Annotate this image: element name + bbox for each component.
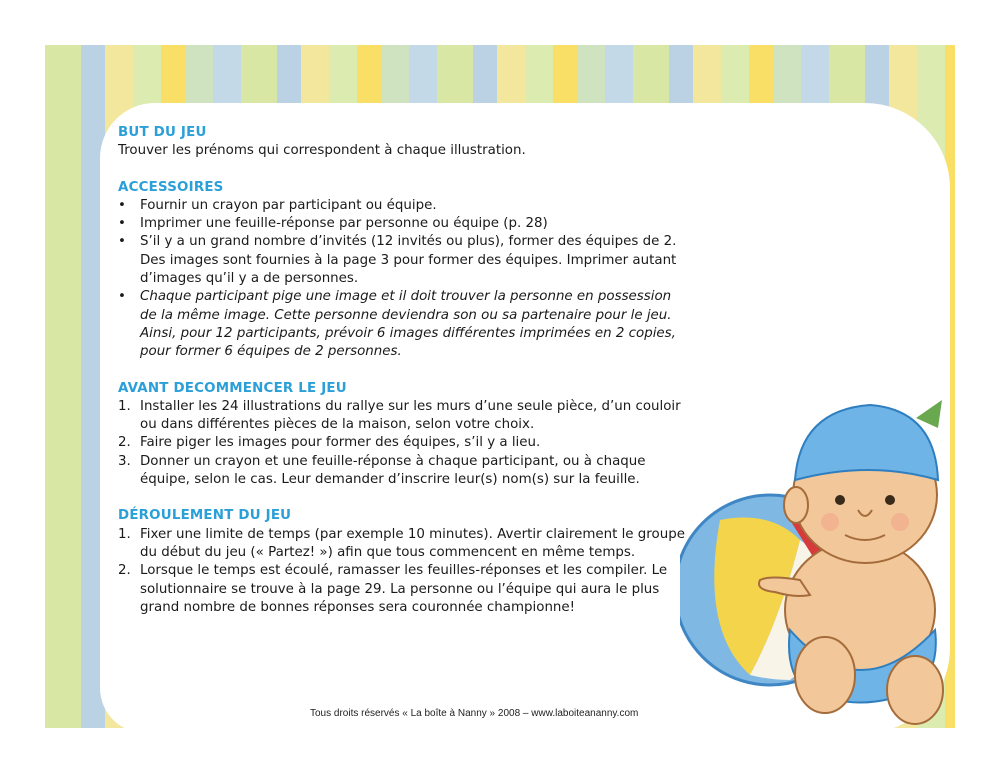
item-text: Installer les 24 illustrations du rallye sur les murs d’une seule pièce, d’un couloir ou dans différentes pièces de la maison, selon votre choix. <box>140 398 681 433</box>
item-number: 2. <box>118 563 131 579</box>
heading-but-du-jeu: BUT DU JEU <box>118 125 207 140</box>
avant-item <box>118 453 688 490</box>
game-instructions <box>118 124 688 635</box>
but-text: Trouver les prénoms qui correspondent à chaque illustration. <box>118 143 526 159</box>
avant-item <box>118 434 688 452</box>
heading-deroulement: DÉROULEMENT DU JEU <box>118 508 292 524</box>
section-but-du-jeu <box>118 124 688 161</box>
section-deroulement <box>118 507 688 617</box>
deroulement-item <box>118 562 688 617</box>
item-text: Fixer une limite de temps (par exemple 10 minutes). Avertir clairement le groupe du début du jeu (« Partez! ») afin que tous commencent en même temps. <box>140 526 685 560</box>
section-accessoires <box>118 179 688 362</box>
accessoires-item: • Chaque participant pige une image et il doit trouver la personne en possession de la même image. Cette personne deviendra son ou sa partenaire pour le jeu. Ainsi, pour 12 participants, prévoir 6 images différentes imprimées en 2 copies, pour former 6 équipes de 2 personnes. <box>118 288 688 361</box>
accessoires-item: • Fournir un crayon par participant ou équipe. <box>118 197 688 215</box>
baby-with-ball-illustration <box>680 330 960 750</box>
item-number: 3. <box>118 453 131 469</box>
accessoires-item: • S’il y a un grand nombre d’invités (12 invités ou plus), former des équipes de 2. Des images sont fournies à la page 3 pour former des équipes. Imprimer autant d’images qu’il y a de personnes. <box>118 233 688 288</box>
heading-avant: AVANT DECOMMENCER LE JEU <box>118 380 347 396</box>
avant-list <box>118 398 688 489</box>
heading-accessoires: ACCESSOIRES <box>118 179 224 195</box>
deroulement-item <box>118 526 688 563</box>
item-text: Lorsque le temps est écoulé, ramasser les feuilles-réponses et les compiler. Le solutionnaire se trouve à la page 29. La personne ou l’équipe qui aura le plus grand nombre de bonnes réponses sera couronnée championne! <box>140 563 668 615</box>
section-avant <box>118 380 688 490</box>
item-number: 1. <box>118 526 131 542</box>
item-number: 1. <box>118 398 131 414</box>
item-text: Faire piger les images pour former des équipes, s’il y a lieu. <box>140 435 541 451</box>
avant-item <box>118 398 688 435</box>
accessoires-list <box>118 197 688 362</box>
accessoires-item: • Imprimer une feuille-réponse par personne ou équipe (p. 28) <box>118 215 688 233</box>
item-text: Donner un crayon et une feuille-réponse à chaque participant, ou à chaque équipe, selon le cas. Leur demander d’inscrire leur(s) nom(s) sur la feuille. <box>140 453 646 488</box>
item-number: 2. <box>118 435 131 451</box>
deroulement-list <box>118 526 688 617</box>
footer-copyright: Tous droits réservés « La boîte à Nanny » 2008 – www.laboiteananny.com <box>310 708 639 719</box>
